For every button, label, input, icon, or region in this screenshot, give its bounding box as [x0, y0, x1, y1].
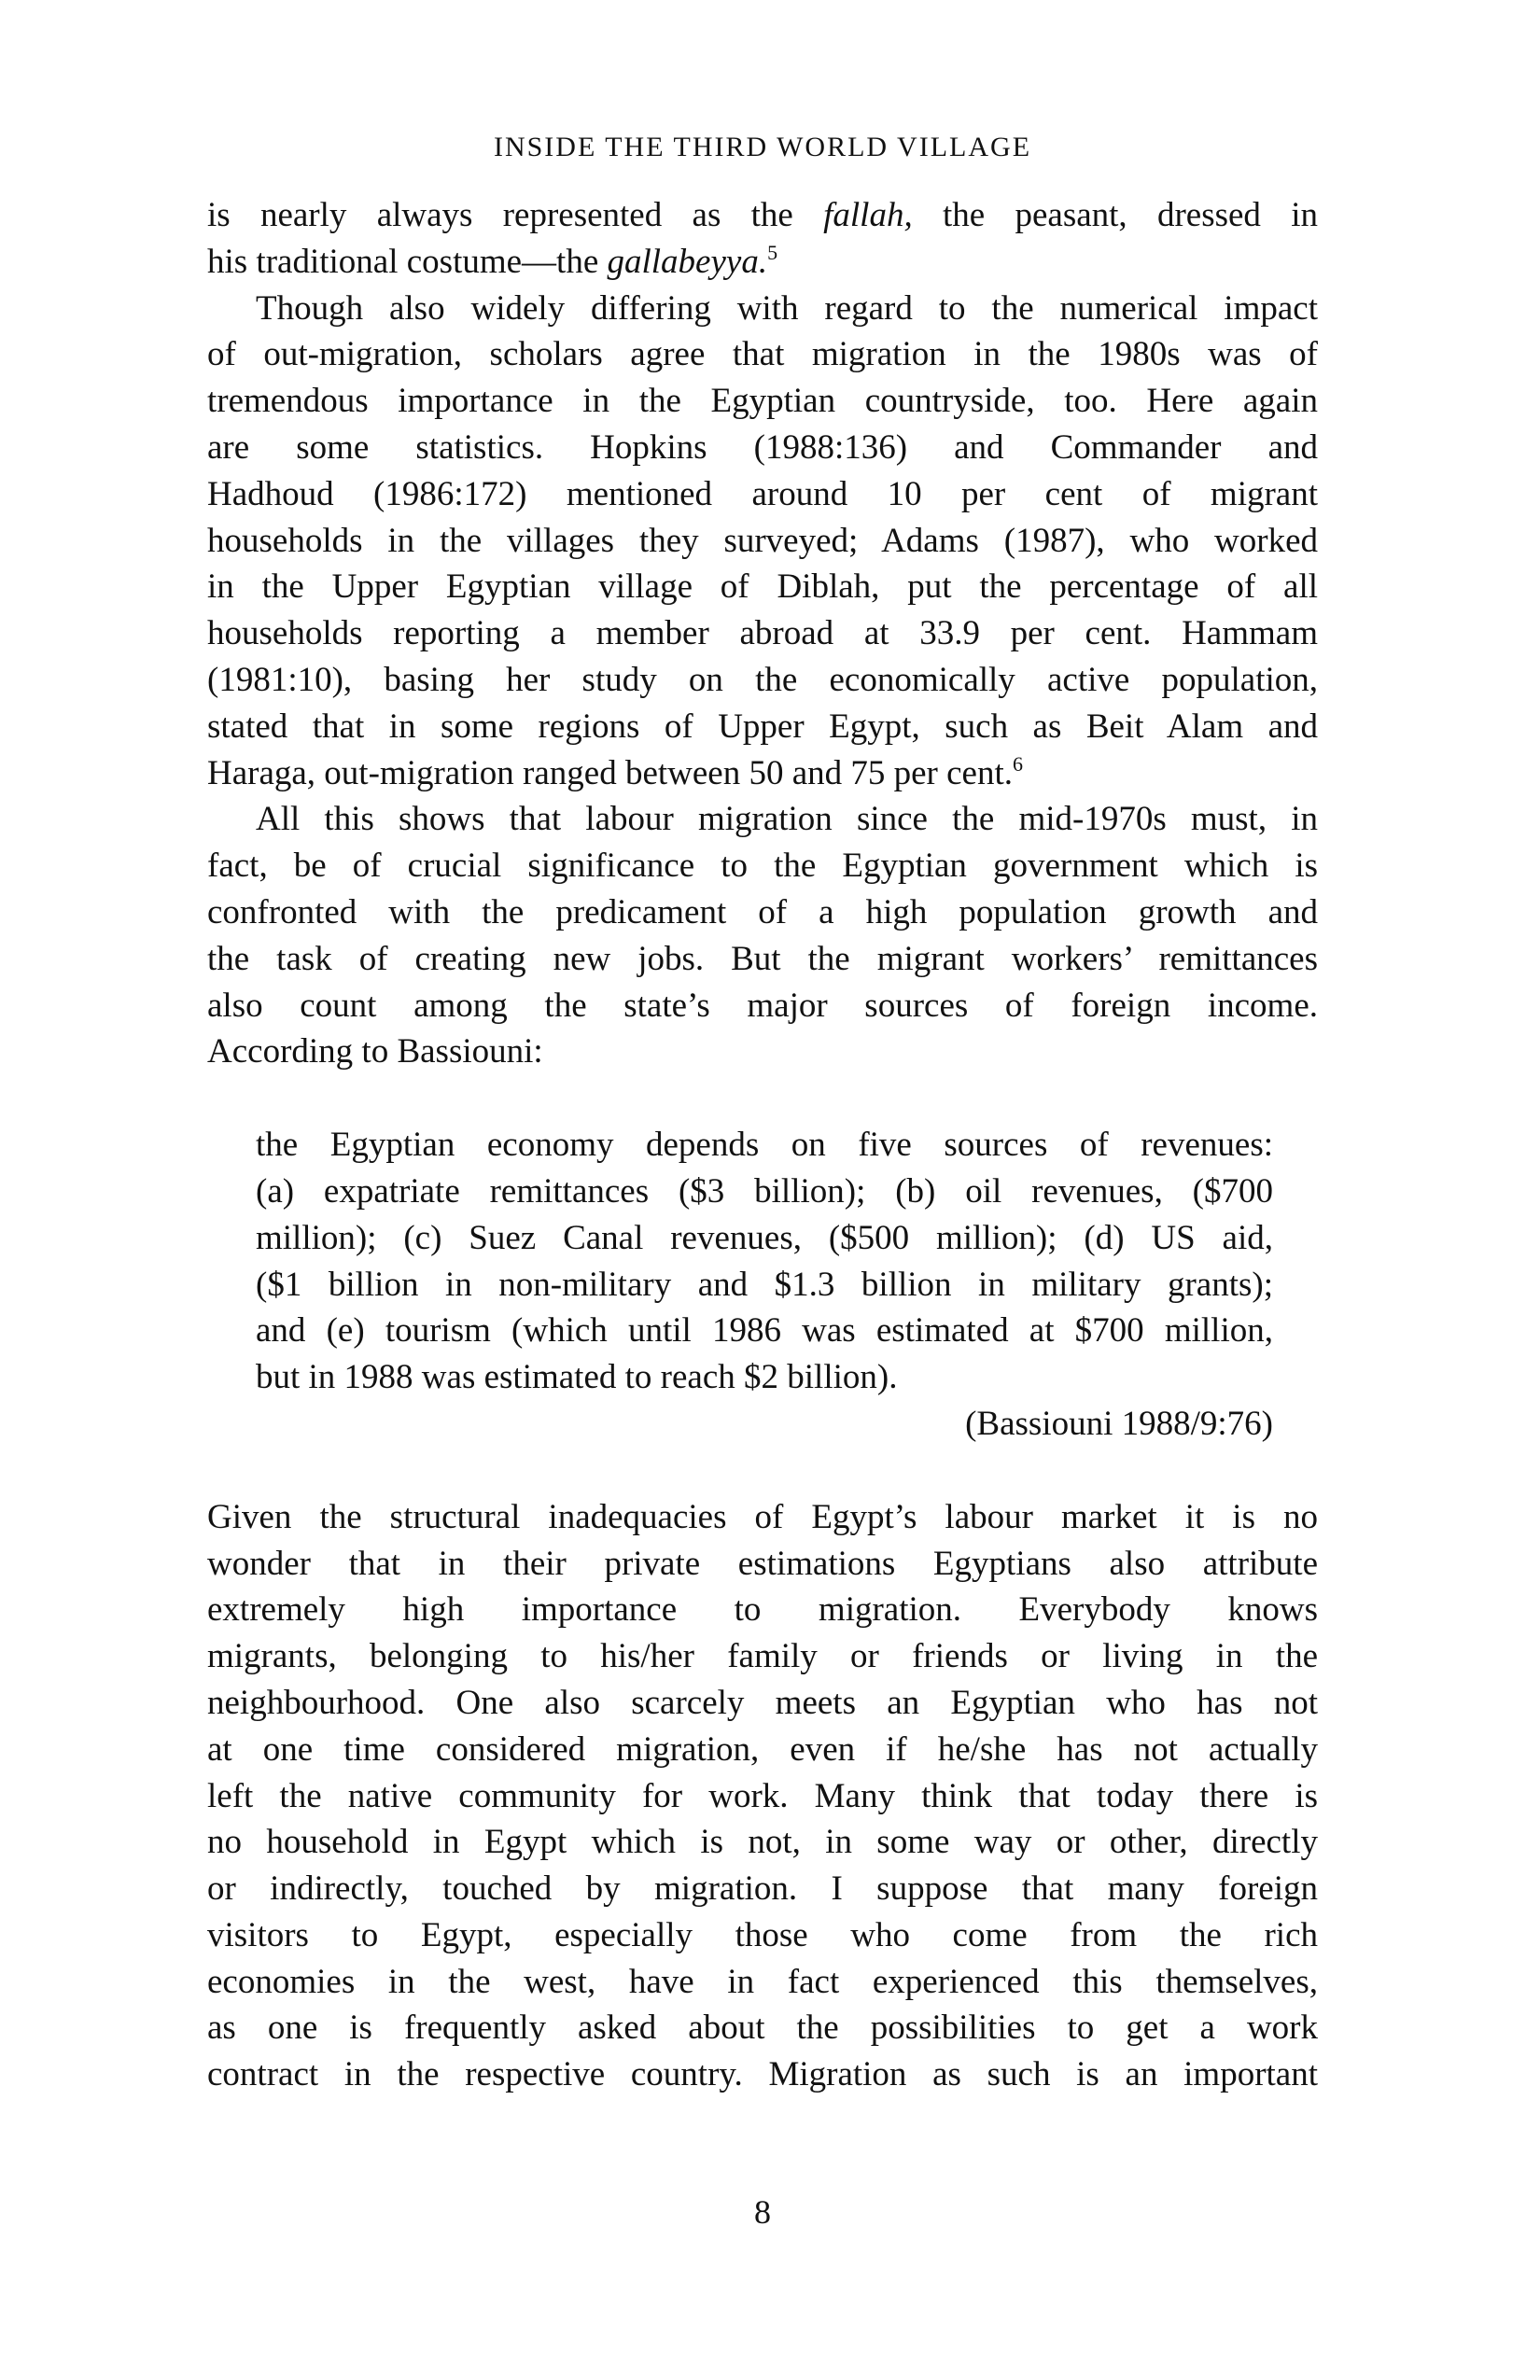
page-number: 8 — [754, 2193, 771, 2231]
quote-line: million); (c) Suez Canal revenues, ($500 million); (d) US aid, — [256, 1218, 1273, 1257]
text-line — [207, 750, 1318, 797]
paragraph-1 — [207, 192, 1318, 286]
paragraph-2 — [207, 286, 1318, 797]
quote-line: but in 1988 was estimated to reach $2 billion). — [256, 1358, 898, 1397]
text-line: of out-migration, scholars agree that migration in the 1980s was of — [207, 335, 1318, 374]
text-line: also count among the state’s major sources of foreign income. — [207, 986, 1318, 1025]
text-line: extremely high importance to migration. Everybody knows — [207, 1590, 1318, 1630]
text-line: All this shows that labour migration since the mid-1970s must, in — [256, 800, 1318, 839]
text-line: or indirectly, touched by migration. I suppose that many foreign — [207, 1869, 1318, 1909]
quote-line: (a) expatriate remittances ($3 billion); (b) oil revenues, ($700 — [256, 1171, 1273, 1211]
text-line: tremendous importance in the Egyptian countryside, too. Here again — [207, 382, 1318, 421]
text-line: households reporting a member abroad at 33.9 per cent. Hammam — [207, 614, 1318, 653]
text-line — [207, 239, 1318, 286]
text-line — [207, 192, 1318, 239]
italic-term: gallabeyya. — [607, 242, 768, 281]
text-line: (1981:10), basing her study on the economically active population, — [207, 660, 1318, 699]
text-line: contract in the respective country. Migration as such is an important — [207, 2055, 1318, 2094]
quote-line: ($1 billion in non-military and $1.3 billion in military grants); — [256, 1265, 1273, 1304]
italic-term: fallah, — [823, 196, 913, 234]
footnote-ref[interactable]: 6 — [1013, 751, 1023, 776]
running-head: INSIDE THE THIRD WORLD VILLAGE — [493, 132, 1032, 162]
text-line: visitors to Egypt, especially those who come from the rich — [207, 1915, 1318, 1954]
text-run: the peasant, dressed in — [912, 196, 1318, 234]
quote-line: and (e) tourism (which until 1986 was estimated at $700 million, — [256, 1311, 1273, 1351]
paragraph-4 — [207, 1494, 1318, 2098]
quote-line: the Egyptian economy depends on five sources of revenues: — [256, 1126, 1273, 1165]
text-line: left the native community for work. Many think that today there is — [207, 1776, 1318, 1815]
text-line: economies in the west, have in fact experienced this themselves, — [207, 1962, 1318, 2001]
text-line: confronted with the predicament of a high population growth and — [207, 892, 1318, 931]
text-line: fact, be of crucial significance to the Egyptian government which is — [207, 847, 1318, 886]
text-line: as one is frequently asked about the possibilities to get a work — [207, 2009, 1318, 2048]
paragraph-3 — [207, 796, 1318, 1075]
text-line: households in the villages they surveyed; Adams (1987), who worked — [207, 521, 1318, 560]
text-run: is nearly always represented as the — [207, 196, 824, 234]
footnote-ref[interactable]: 5 — [767, 240, 778, 264]
text-line: stated that in some regions of Upper Egypt, such as Beit Alam and — [207, 707, 1318, 746]
text-line: wonder that in their private estimations Egyptians also attribute — [207, 1544, 1318, 1583]
text-line: the task of creating new jobs. But the migrant workers’ remittances — [207, 939, 1318, 978]
text-line: no household in Egypt which is not, in some way or other, directly — [207, 1823, 1318, 1862]
text-line: at one time considered migration, even if he/she has not actually — [207, 1729, 1318, 1769]
text-run: Haraga, out-migration ranged between 50 and 75 per cent. — [207, 753, 1013, 792]
text-line: neighbourhood. One also scarcely meets an Egyptian who has not — [207, 1683, 1318, 1722]
text-line: Hadhoud (1986:172) mentioned around 10 per cent of migrant — [207, 474, 1318, 513]
text-line: are some statistics. Hopkins (1988:136) and Commander and — [207, 427, 1318, 467]
text-line: According to Bassiouni: — [207, 1032, 543, 1071]
text-line: Though also widely differing with regard to the numerical impact — [256, 288, 1318, 328]
text-line: in the Upper Egyptian village of Diblah, put the percentage of all — [207, 567, 1318, 607]
text-line: migrants, belonging to his/her family or friends or living in the — [207, 1637, 1318, 1676]
text-line: Given the structural inadequacies of Egypt’s labour market it is no — [207, 1497, 1318, 1536]
block-quote — [207, 1122, 1318, 1448]
body-text — [207, 192, 1318, 2098]
quote-citation: (Bassiouni 1988/9:76) — [965, 1404, 1273, 1443]
text-run: his traditional costume—the — [207, 242, 608, 281]
